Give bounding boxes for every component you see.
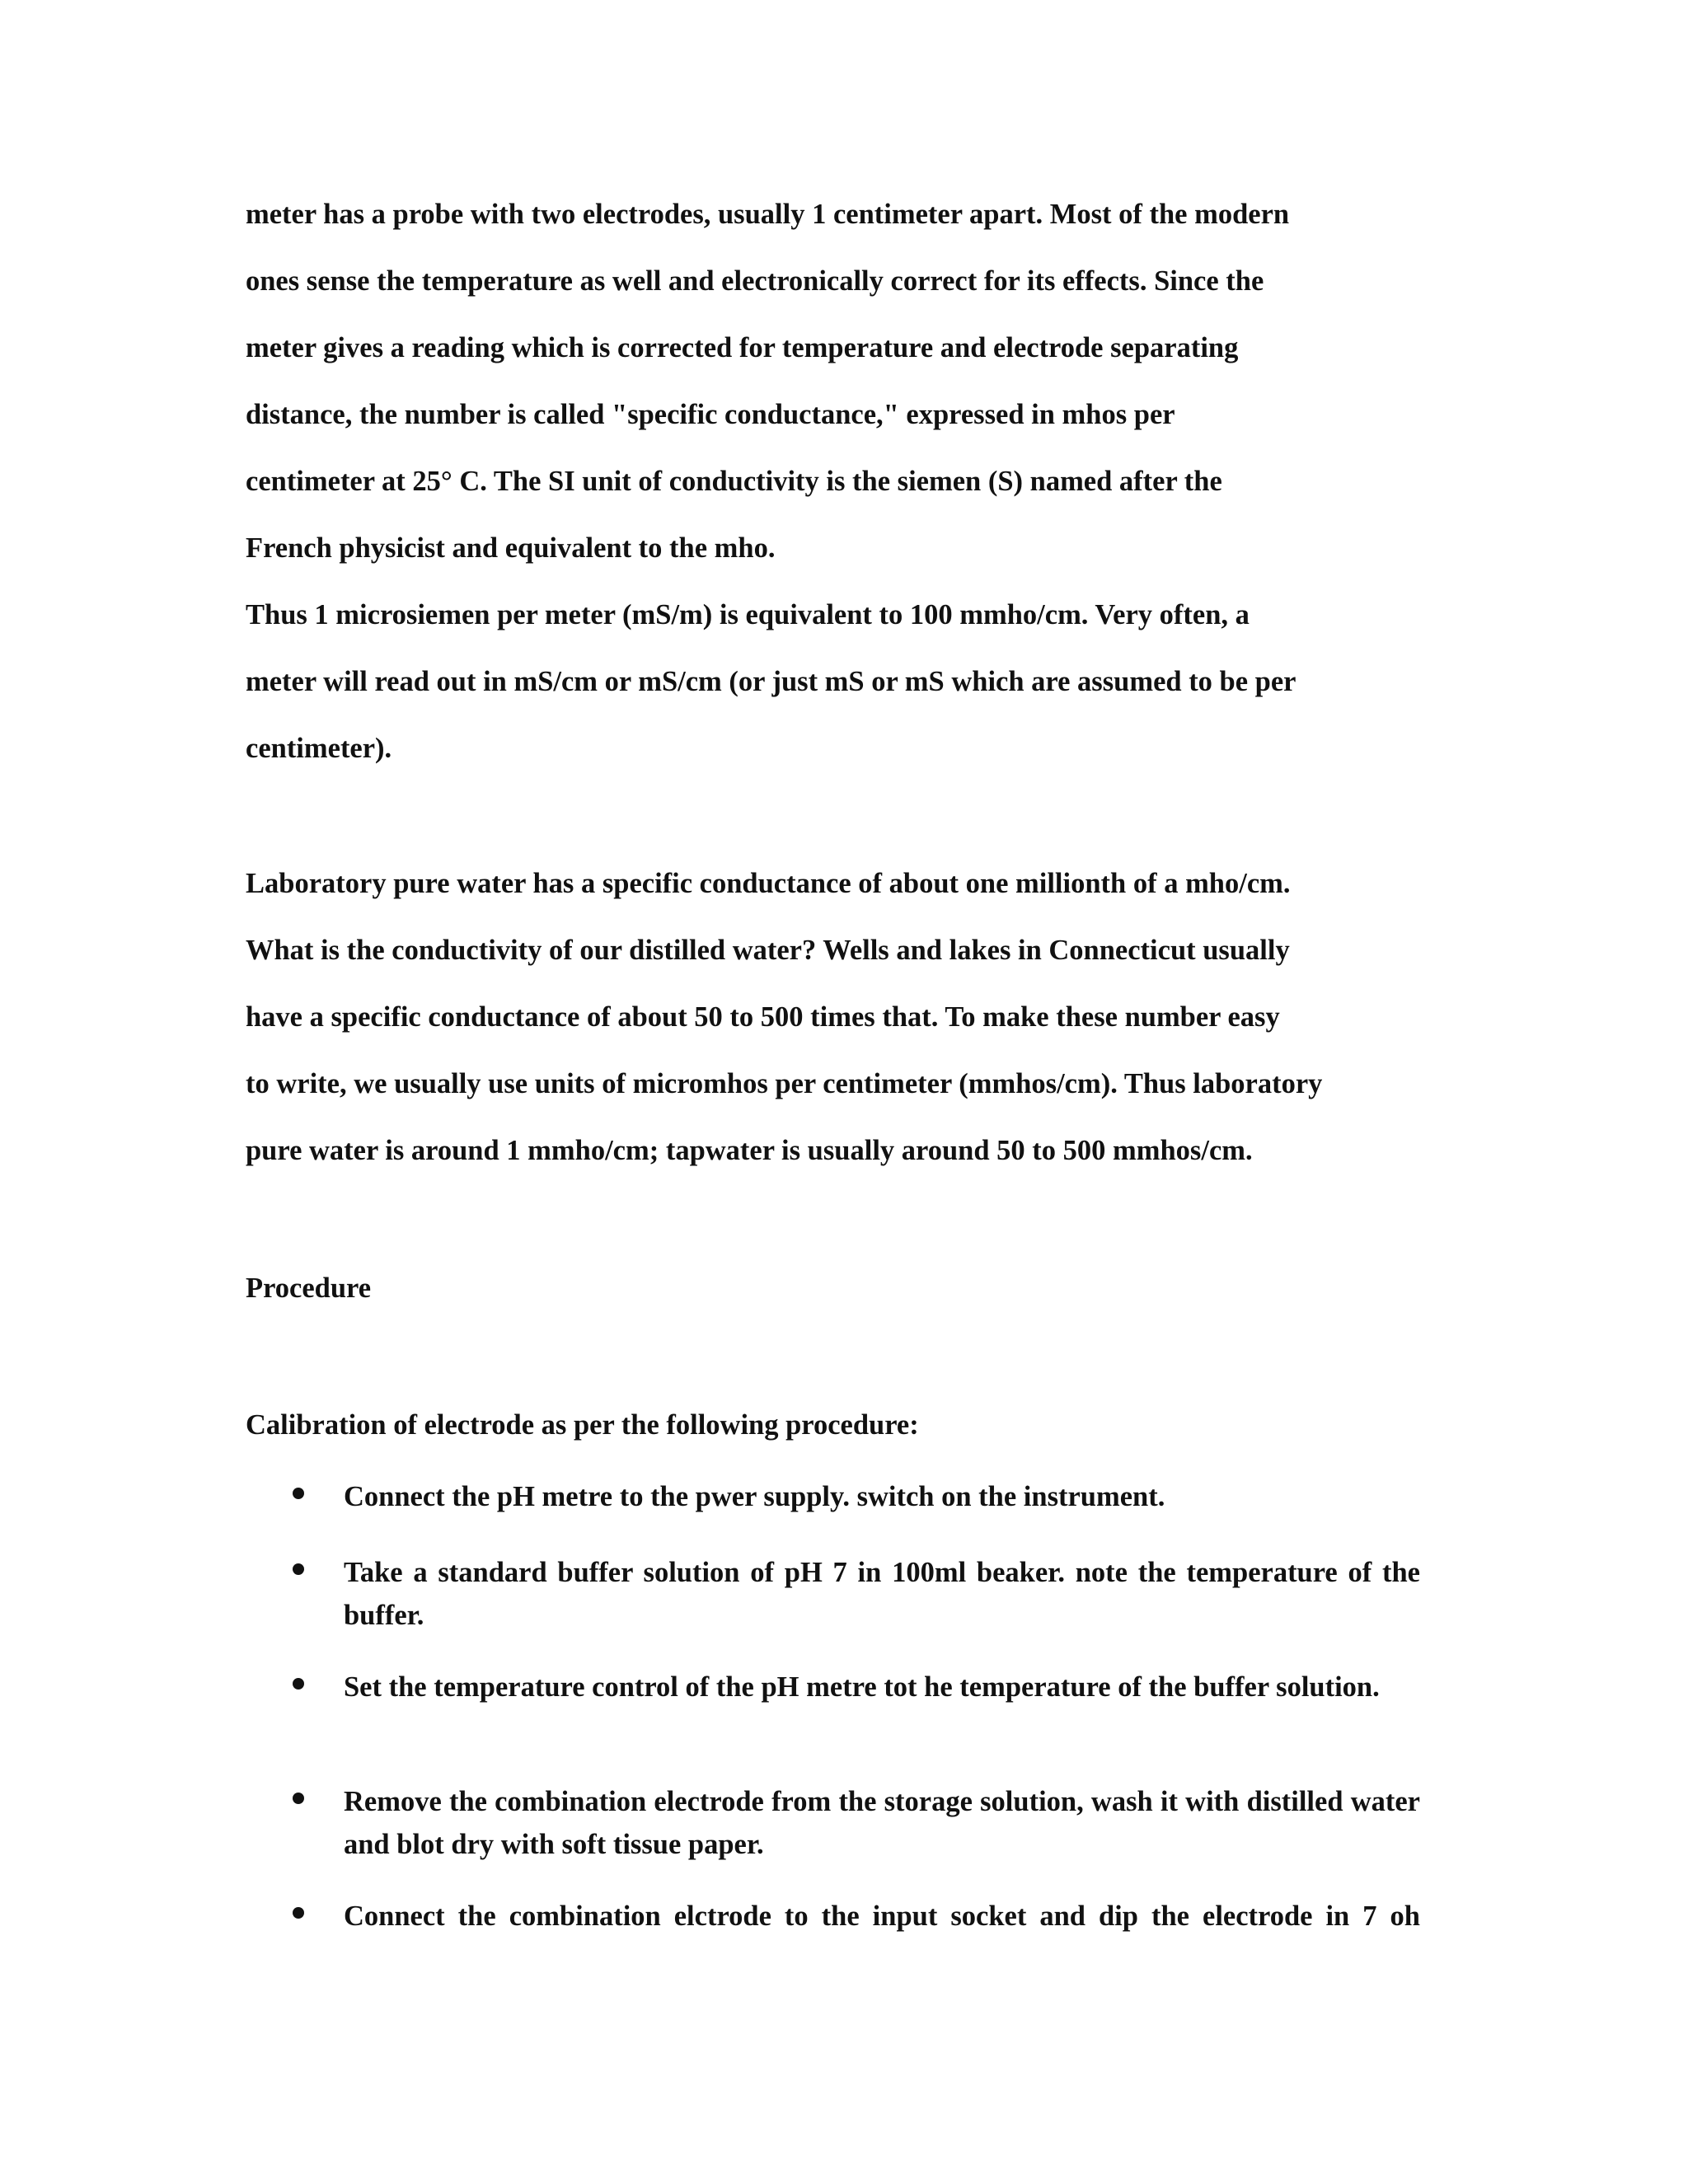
step-text: Connect the pH metre to the pwer supply. switch on the instrument. bbox=[344, 1481, 1165, 1512]
calibration-heading: Calibration of electrode as per the following procedure: bbox=[246, 1409, 919, 1441]
procedure-heading: Procedure bbox=[246, 1272, 372, 1304]
paragraph-1-line-4: distance, the number is called "specific conductance," expressed in mhos per bbox=[246, 399, 1175, 430]
paragraph-1-line-3: meter gives a reading which is corrected for temperature and electrode separating bbox=[246, 332, 1239, 363]
step-text: Remove the combination electrode from the storage solution, wash it with distilled water and blot dry with soft tissue paper. bbox=[344, 1786, 1420, 1860]
paragraph-1-line-1: meter has a probe with two electrodes, usually 1 centimeter apart. Most of the modern bbox=[246, 199, 1290, 230]
paragraph-1-line-6: French physicist and equivalent to the mho. bbox=[246, 532, 776, 564]
paragraph-1-line-2: ones sense the temperature as well and electronically correct for its effects. Since the bbox=[246, 265, 1264, 297]
paragraph-1-line-8: meter will read out in mS/cm or mS/cm (or just mS or mS which are assumed to be per bbox=[246, 666, 1296, 697]
paragraph-2-line-3: have a specific conductance of about 50 to 500 times that. To make these number easy bbox=[246, 1001, 1280, 1033]
paragraph-1-line-5: centimeter at 25° C. The SI unit of conductivity is the siemen (S) named after the bbox=[246, 466, 1222, 497]
step-text: Connect the combination elctrode to the input socket and dip the electrode in 7 oh bbox=[344, 1900, 1420, 1932]
bullet-icon bbox=[293, 1563, 304, 1575]
paragraph-2-line-2: What is the conductivity of our distilled water? Wells and lakes in Connecticut usually bbox=[246, 935, 1290, 966]
bullet-icon bbox=[293, 1793, 304, 1804]
paragraph-2-line-1: Laboratory pure water has a specific conductance of about one millionth of a mho/cm. bbox=[246, 868, 1291, 899]
paragraph-2-line-4: to write, we usually use units of micromhos per centimeter (mmhos/cm). Thus laboratory bbox=[246, 1068, 1323, 1099]
bullet-icon bbox=[293, 1678, 304, 1690]
bullet-icon bbox=[293, 1907, 304, 1919]
step-text: Set the temperature control of the pH metre tot he temperature of the buffer solution. bbox=[344, 1671, 1380, 1703]
paragraph-1-line-7: Thus 1 microsiemen per meter (mS/m) is equivalent to 100 mmho/cm. Very often, a bbox=[246, 599, 1250, 630]
step-text: Take a standard buffer solution of pH 7 in 100ml beaker. note the temperature of the buffer. bbox=[344, 1557, 1420, 1631]
paragraph-2-line-5: pure water is around 1 mmho/cm; tapwater is usually around 50 to 500 mmhos/cm. bbox=[246, 1135, 1253, 1166]
bullet-icon bbox=[293, 1488, 304, 1499]
paragraph-1-line-9: centimeter). bbox=[246, 733, 392, 764]
